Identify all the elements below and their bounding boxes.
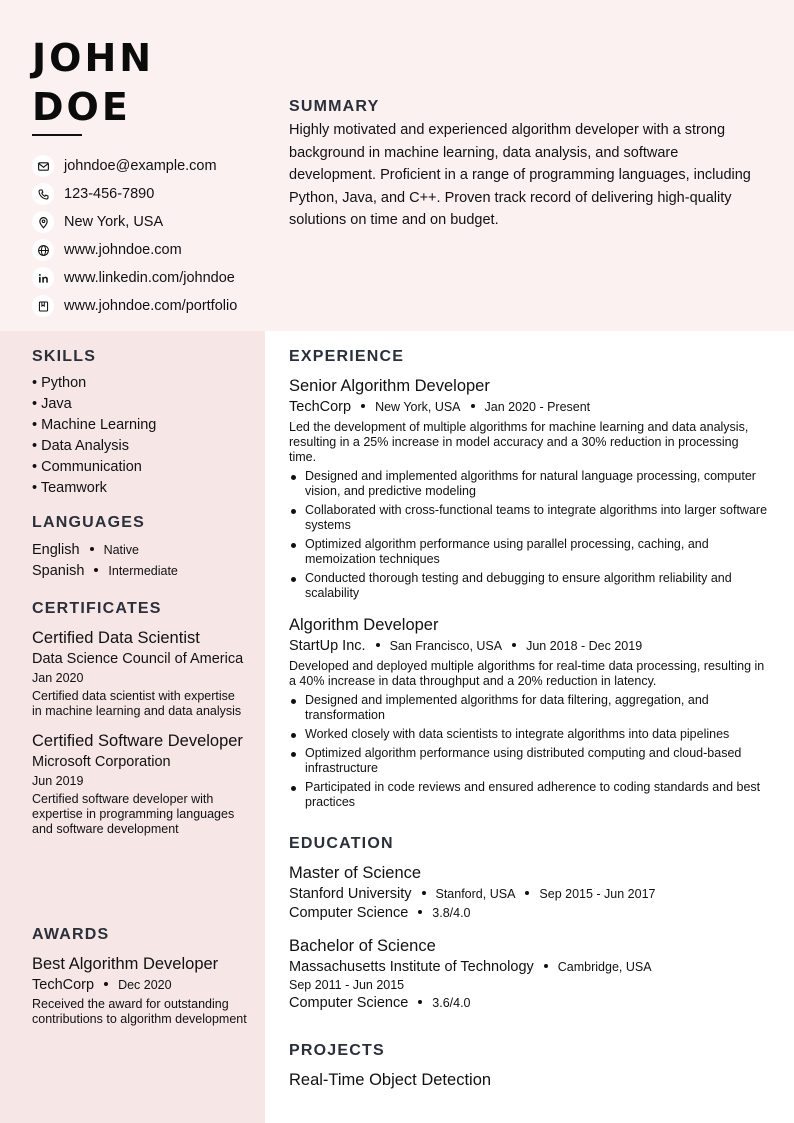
linkedin-icon	[32, 267, 54, 289]
job-meta	[289, 399, 769, 415]
certificate-date: Jan 2020	[32, 671, 84, 685]
contact-phone[interactable]	[32, 180, 237, 208]
separator-dot	[525, 891, 529, 895]
separator-dot	[418, 1000, 422, 1004]
language-level: Intermediate	[108, 564, 178, 578]
gpa: 3.8/4.0	[432, 906, 471, 920]
summary-section	[289, 98, 759, 232]
summary-text: Highly motivated and experienced algorithm developer with a strong background in machine learning, data analysis, and software development. Proficient in a range of programming languages, including Python, Java, and C++. Proven track record of delivering high-quality solutions on time and on budget.	[289, 122, 751, 229]
contact-list	[32, 152, 237, 320]
separator-dot	[104, 982, 108, 986]
globe-icon	[32, 239, 54, 261]
job-location: New York, USA	[375, 400, 461, 414]
contact-text: 123-456-7890	[64, 186, 155, 202]
certificate-title: Certified Software Developer	[32, 732, 243, 750]
language-item	[32, 540, 247, 561]
section-title: LANGUAGES	[32, 514, 146, 531]
certificate-title: Certified Data Scientist	[32, 629, 200, 647]
list-item: Designed and implemented algorithms for natural language processing, computer vision, and predictive modeling	[289, 469, 769, 499]
job-title: Senior Algorithm Developer	[289, 377, 490, 395]
separator-dot	[544, 964, 548, 968]
job-location: San Francisco, USA	[389, 639, 503, 653]
separator-dot	[512, 643, 516, 647]
section-title: AWARDS	[32, 926, 110, 943]
award-desc: Received the award for outstanding contributions to algorithm development	[32, 997, 247, 1026]
school-location: Stanford, USA	[435, 887, 516, 901]
education-dates: Sep 2015 - Jun 2017	[539, 887, 656, 901]
section-title: PROJECTS	[289, 1042, 385, 1059]
section-title: CERTIFICATES	[32, 600, 162, 617]
certificate-org: Data Science Council of America	[32, 651, 244, 667]
skill-item: • Teamwork	[32, 480, 107, 496]
gpa: 3.6/4.0	[432, 996, 471, 1010]
skill-item: • Python	[32, 375, 87, 391]
certificates-section	[32, 600, 247, 837]
skill-item: • Communication	[32, 459, 142, 475]
section-title: EDUCATION	[289, 835, 394, 852]
school-name: Stanford University	[289, 886, 412, 902]
school-location: Cambridge, USA	[557, 960, 652, 974]
award-title: Best Algorithm Developer	[32, 955, 219, 973]
experience-section	[289, 348, 769, 814]
contact-location	[32, 208, 237, 236]
list-item: Optimized algorithm performance using parallel processing, caching, and memoization techniques	[289, 537, 769, 567]
award-item	[32, 954, 247, 1027]
job-desc: Developed and deployed multiple algorithms for real-time data processing, resulting in a 40% increase in data throughput and a 20% reduction in latency.	[289, 659, 765, 688]
education-item	[289, 936, 769, 1011]
project-title: Real-Time Object Detection	[289, 1071, 492, 1089]
list-item: Optimized algorithm performance using distributed computing and cloud-based infrastructure	[289, 746, 769, 776]
school-name: Massachusetts Institute of Technology	[289, 959, 534, 975]
education-dates: Sep 2011 - Jun 2015	[289, 978, 405, 992]
last-name: DOE	[32, 85, 131, 129]
job-item	[289, 615, 769, 810]
education-item	[289, 863, 769, 921]
list-item: Collaborated with cross-functional teams to integrate algorithms into larger software systems	[289, 503, 769, 533]
languages-section	[32, 514, 247, 582]
education-field	[289, 995, 769, 1011]
certificate-desc: Certified software developer with expertise in programming languages and software development	[32, 792, 235, 836]
education-meta	[289, 886, 769, 902]
education-section	[289, 835, 769, 1011]
section-title: SUMMARY	[289, 98, 380, 115]
education-field	[289, 905, 769, 921]
skill-item: • Java	[32, 396, 72, 412]
separator-dot	[418, 910, 422, 914]
contact-text: johndoe@example.com	[64, 158, 217, 174]
contact-text: www.johndoe.com	[64, 242, 182, 258]
language-name: Spanish	[32, 563, 85, 579]
separator-dot	[94, 568, 98, 572]
job-meta	[289, 638, 769, 654]
location-icon	[32, 211, 54, 233]
first-name: JOHN	[32, 36, 155, 80]
section-title: EXPERIENCE	[289, 348, 405, 365]
award-meta	[32, 977, 247, 993]
job-title: Algorithm Developer	[289, 616, 439, 634]
job-bullets	[289, 469, 769, 601]
education-meta	[289, 959, 769, 975]
field-name: Computer Science	[289, 995, 409, 1011]
job-desc: Led the development of multiple algorithms for machine learning and data analysis, resulting in a 25% increase in model accuracy and a 30% reduction in processing time.	[289, 420, 749, 464]
field-name: Computer Science	[289, 905, 409, 921]
award-date: Dec 2020	[118, 978, 172, 992]
language-name: English	[32, 542, 80, 558]
certificate-desc: Certified data scientist with expertise in machine learning and data analysis	[32, 689, 242, 718]
skill-item: • Machine Learning	[32, 417, 157, 433]
contact-portfolio[interactable]	[32, 292, 237, 320]
separator-dot	[361, 404, 365, 408]
list-item: Worked closely with data scientists to integrate algorithms into data pipelines	[289, 727, 769, 742]
projects-section	[289, 1042, 769, 1090]
separator-dot	[471, 404, 475, 408]
contact-text: www.johndoe.com/portfolio	[64, 298, 238, 314]
contact-website[interactable]	[32, 236, 237, 264]
job-bullets	[289, 693, 769, 810]
language-level: Native	[103, 543, 139, 557]
certificate-item	[32, 731, 247, 837]
portfolio-icon	[32, 295, 54, 317]
job-item	[289, 376, 769, 601]
separator-dot	[376, 643, 380, 647]
contact-email[interactable]	[32, 152, 237, 180]
separator-dot	[90, 547, 94, 551]
awards-section	[32, 926, 247, 1027]
list-item: Designed and implemented algorithms for data filtering, aggregation, and transformation	[289, 693, 769, 723]
name-divider	[32, 134, 82, 136]
degree-title: Bachelor of Science	[289, 937, 436, 955]
skill-item: • Data Analysis	[32, 438, 129, 454]
certificate-org: Microsoft Corporation	[32, 754, 171, 770]
job-company: TechCorp	[289, 399, 352, 415]
candidate-name	[32, 34, 154, 132]
list-item: Participated in code reviews and ensured adherence to coding standards and best practices	[289, 780, 769, 810]
job-company: StartUp Inc.	[289, 638, 366, 654]
skills-section	[32, 348, 247, 499]
separator-dot	[422, 891, 426, 895]
certificate-date: Jun 2019	[32, 774, 84, 788]
certificate-item	[32, 628, 247, 719]
education-dates-row	[289, 978, 769, 992]
phone-icon	[32, 183, 54, 205]
section-title: SKILLS	[32, 348, 97, 365]
contact-text: www.linkedin.com/johndoe	[64, 270, 235, 286]
job-dates: Jan 2020 - Present	[484, 400, 591, 414]
list-item: Conducted thorough testing and debugging to ensure algorithm reliability and scalability	[289, 571, 769, 601]
language-item	[32, 561, 247, 582]
job-dates: Jun 2018 - Dec 2019	[526, 639, 643, 653]
award-org: TechCorp	[32, 977, 95, 993]
email-icon	[32, 155, 54, 177]
contact-linkedin[interactable]	[32, 264, 237, 292]
contact-text: New York, USA	[64, 214, 164, 230]
degree-title: Master of Science	[289, 864, 422, 882]
